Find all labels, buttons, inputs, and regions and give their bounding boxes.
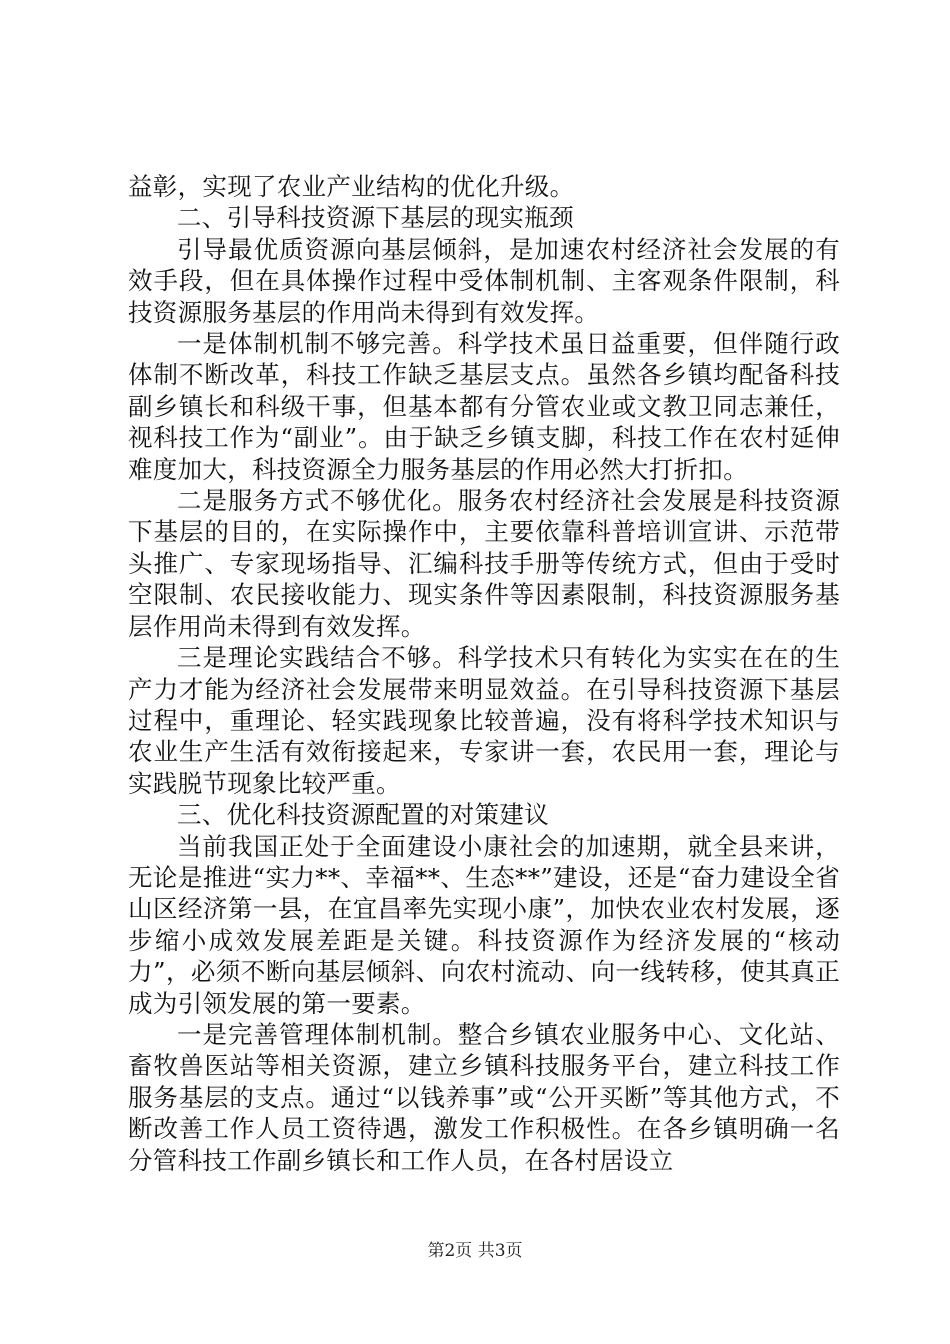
paragraph: 二是服务方式不够优化。服务农村经济社会发展是科技资源下基层的目的，在实际操作中，主要依靠科普培训宣讲、示范带头推广、专家现场指导、汇编科技手册等传统方式，但由于受时空限制、农民接收能力、现实条件等因素限制，科技资源服务基层作用尚未得到有效发挥。	[128, 486, 840, 641]
section-heading-3: 三、优化科技资源配置的对策建议	[177, 800, 549, 830]
section-heading-2: 二、引导科技资源下基层的现实瓶颈	[177, 203, 574, 233]
paragraph: 一是完善管理体制机制。整合乡镇农业服务中心、文化站、畜牧兽医站等相关资源，建立乡镇科技服务平台，建立科技工作服务基层的支点。通过“以钱养事”或“公开买断”等其他方式，不断改善工作人员工资待遇，激发工作积极性。在各乡镇明确一名分管科技工作副乡镇长和工作人员，在各村居设立	[128, 1019, 840, 1175]
paragraph: 引导最优质资源向基层倾斜，是加速农村经济社会发展的有效手段，但在具体操作过程中受体制机制、主客观条件限制，科技资源服务基层的作用尚未得到有效发挥。	[128, 234, 840, 327]
document-body	[128, 171, 840, 1176]
paragraph: 当前我国正处于全面建设小康社会的加速期，就全县来讲，无论是推进“实力**、幸福**、生态**”建设，还是“奋力建设全省山区经济第一县，在宜昌率先实现小康”，加快农业农村发展，逐步缩小成效发展差距是关键。科技资源作为经济发展的“核动力”，必须不断向基层倾斜、向农村流动、向一线转移，使其真正成为引领发展的第一要素。	[128, 831, 840, 1018]
paragraph: 一是体制机制不够完善。科学技术虽日益重要，但伴随行政体制不断改革，科技工作缺乏基层支点。虽然各乡镇均配备科技副乡镇长和科级干事，但基本都有分管农业或文教卫同志兼任，视科技工作为“副业”。由于缺乏乡镇支脚，科技工作在农村延伸难度加大，科技资源全力服务基层的作用必然大打折扣。	[128, 329, 840, 484]
paragraph: 三是理论实践结合不够。科学技术只有转化为实实在在的生产力才能为经济社会发展带来明显效益。在引导科技资源下基层过程中，重理论、轻实践现象比较普遍，没有将科学技术知识与农业生产生活有效衔接起来，专家讲一套，农民用一套，理论与实践脱节现象比较严重。	[128, 643, 840, 798]
page-footer: 第2页 共3页	[427, 1241, 523, 1261]
paragraph-continuation: 益彰，实现了农业产业结构的优化升级。	[128, 172, 575, 201]
